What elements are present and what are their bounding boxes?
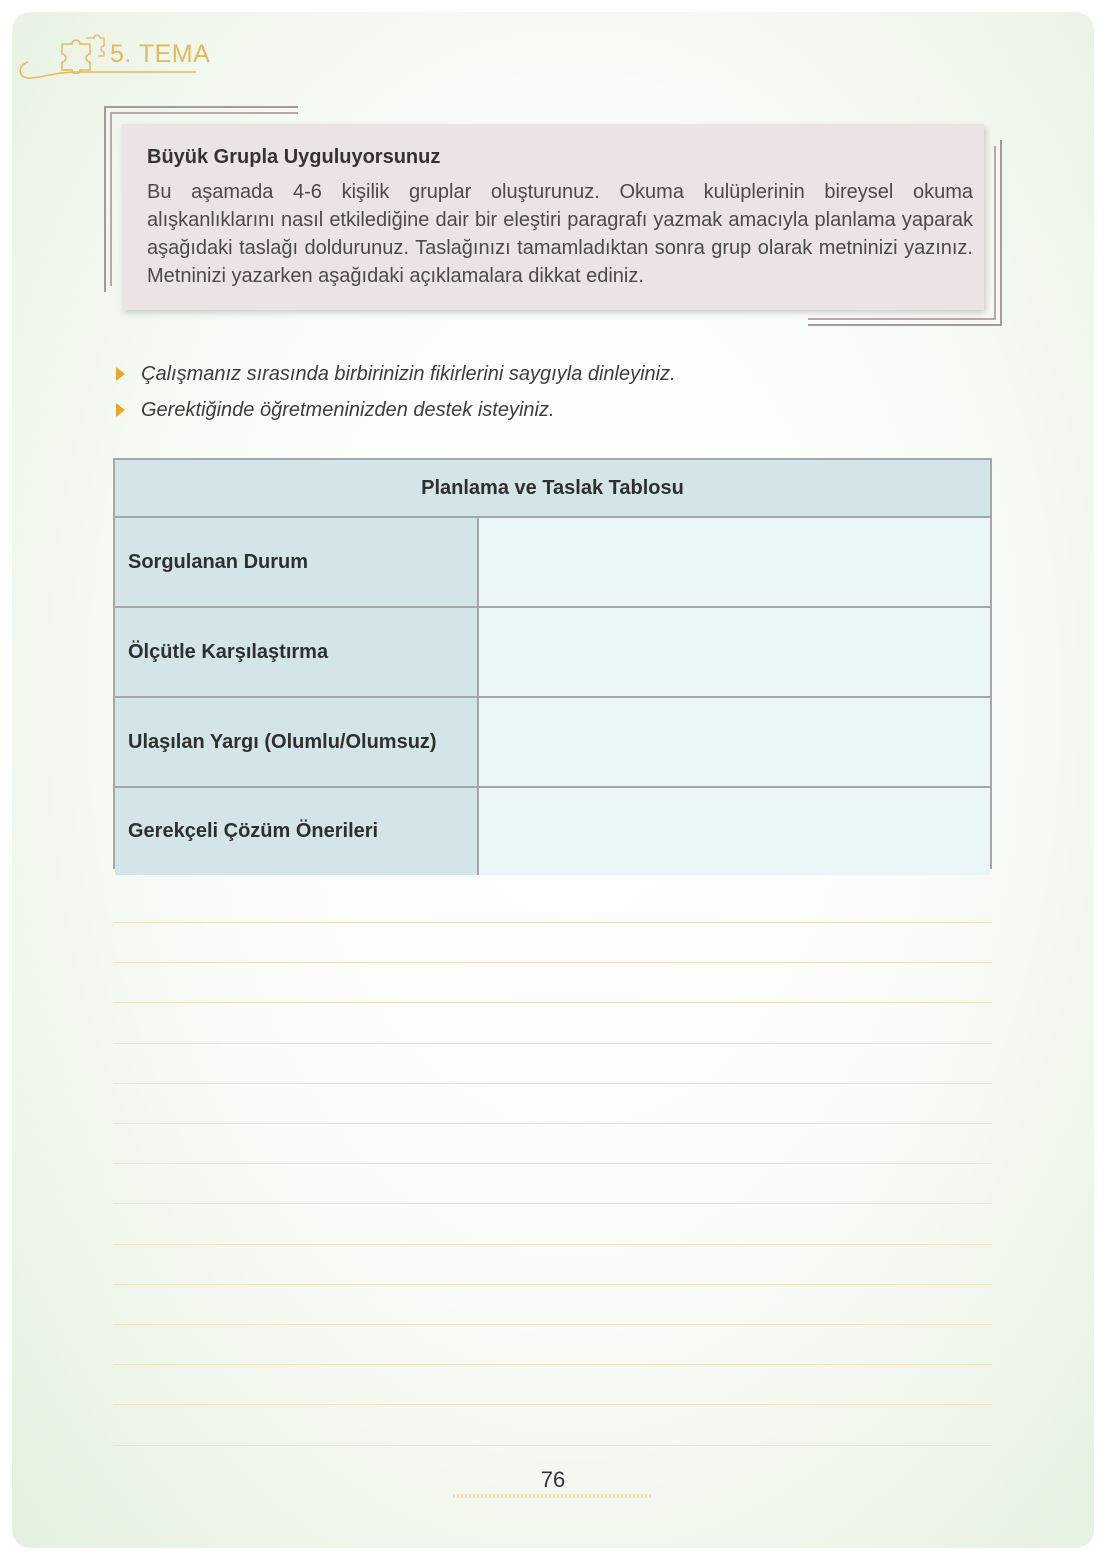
writing-line — [113, 1163, 992, 1164]
triangle-bullet-icon — [116, 403, 125, 417]
writing-line — [113, 1123, 992, 1124]
bullet-text: Gerektiğinde öğretmeninizden destek isteyiniz. — [141, 399, 555, 421]
row-answer-field[interactable] — [479, 608, 990, 696]
page-number-decoration — [453, 1494, 653, 1498]
writing-line — [113, 1364, 992, 1365]
row-answer-field[interactable] — [479, 698, 990, 786]
writing-line — [113, 1083, 992, 1084]
writing-line — [113, 1244, 992, 1245]
bullet-item — [116, 399, 555, 422]
writing-line — [113, 1324, 992, 1325]
writing-line — [113, 922, 992, 923]
instruction-title: Büyük Grupla Uyguluyorsunuz — [147, 146, 441, 168]
writing-line — [113, 1043, 992, 1044]
writing-line — [113, 1002, 992, 1003]
table-row — [115, 608, 990, 698]
instruction-box — [122, 124, 984, 310]
row-label: Ölçütle Karşılaştırma — [115, 608, 479, 696]
planning-table — [113, 458, 992, 869]
triangle-bullet-icon — [116, 367, 125, 381]
writing-line — [113, 962, 992, 963]
bullet-item — [116, 363, 676, 386]
writing-line — [113, 1284, 992, 1285]
table-row — [115, 788, 990, 875]
row-label: Ulaşılan Yargı (Olumlu/Olumsuz) — [115, 698, 479, 786]
writing-line — [113, 1445, 992, 1446]
instruction-text: Bu aşamada 4-6 kişilik gruplar oluşturunuz. Okuma kulüplerinin bireysel okuma alışkanlıklarını nasıl etkilediğine dair bir eleştiri paragrafı yazmak amacıyla planlama yaparak aşağıdaki taslağı doldurunuz. Taslağınızı tamamladıktan sonra grup olarak metninizi yazınız. Metninizi yazarken aşağıdaki açıklamalara dikkat ediniz. — [147, 181, 973, 287]
bullet-text: Çalışmanız sırasında birbirinizin fikirlerini saygıyla dinleyiniz. — [141, 363, 676, 385]
table-title: Planlama ve Taslak Tablosu — [115, 460, 990, 518]
theme-label: 5. TEMA — [110, 40, 211, 68]
row-label: Gerekçeli Çözüm Önerileri — [115, 788, 479, 875]
puzzle-icon — [56, 34, 106, 74]
table-row — [115, 518, 990, 608]
row-label: Sorgulanan Durum — [115, 518, 479, 606]
row-answer-field[interactable] — [479, 518, 990, 606]
row-answer-field[interactable] — [479, 788, 990, 875]
writing-line — [113, 1203, 992, 1204]
page-number: 76 — [540, 1467, 566, 1492]
table-row — [115, 698, 990, 788]
writing-line — [113, 1404, 992, 1405]
